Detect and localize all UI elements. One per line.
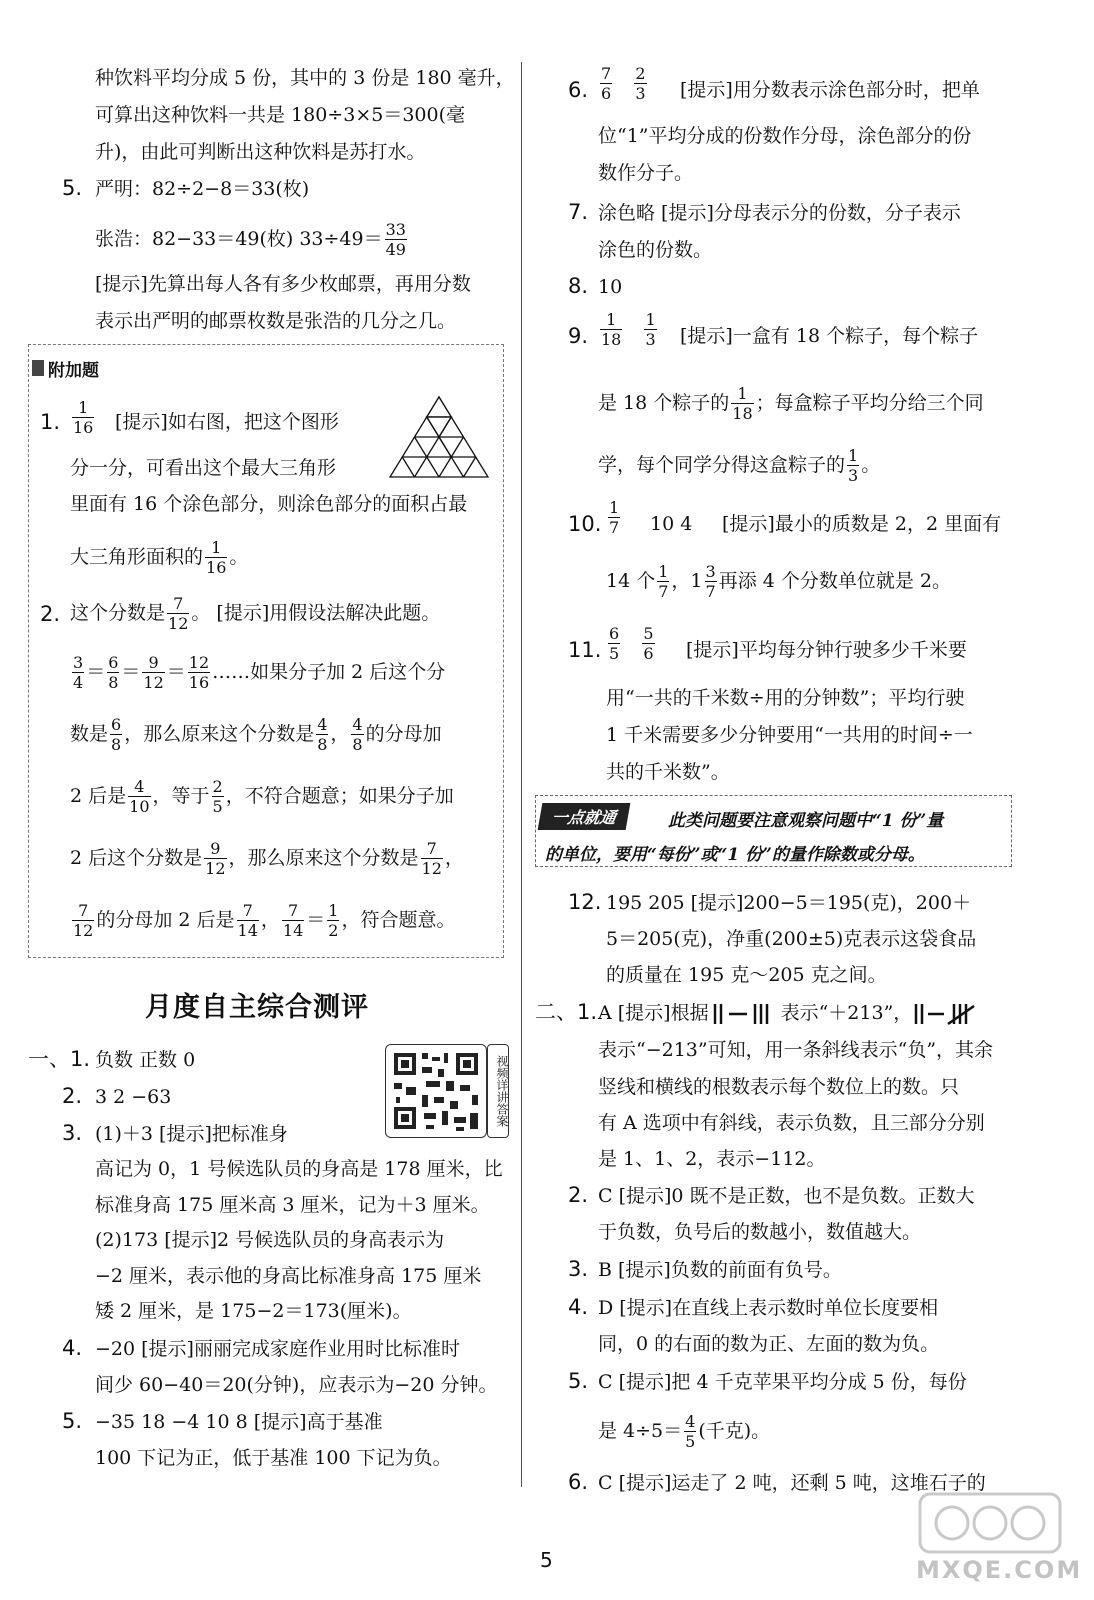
question-number: 4. <box>62 1336 83 1360</box>
text-line: 3 2 −63 <box>95 1086 172 1108</box>
question-number: 6. <box>568 78 589 102</box>
text-line: [提示]用分数表示涂色部分时，把单 <box>680 79 980 101</box>
text-line: 这个分数是 $\frac{7}{12}$ 。 [提示]用假设法解决此题。 <box>70 594 441 633</box>
text-line: C [提示]把 4 千克苹果平均分成 5 份，每份 <box>598 1371 967 1393</box>
question-number: 一、1. <box>28 1047 91 1071</box>
text-line: 1 千米需要多少分钟要用“一共用的时间÷一 <box>606 724 973 746</box>
text-line: C [提示]运走了 2 吨，还剩 5 吨，这堆石子的 <box>598 1472 986 1494</box>
fraction: $\frac{1}{16}$ <box>206 538 227 577</box>
text-line: 间少 60−40＝20(分钟)，应表示为−20 分钟。 <box>95 1374 498 1396</box>
text-line: 同，0 的右面的数为正、左面的数为负。 <box>598 1333 940 1355</box>
text-line: 有 A 选项中有斜线，表示负数，且三部分分别 <box>598 1112 985 1134</box>
question-number: 3. <box>62 1121 83 1145</box>
text-line: (2)173 [提示]2 号候选队员的身高表示为 <box>95 1229 445 1251</box>
extra-title: 附加题 <box>48 361 99 381</box>
fraction-answer: $\frac{1}{7}$ <box>609 498 620 537</box>
text-line: 高记为 0，1 号候选队员的身高是 178 厘米，比 <box>95 1158 503 1180</box>
rod-numeral-plus-213 <box>709 1002 781 1026</box>
text-line: 涂色略 [提示]分母表示分的份数，分子表示 <box>598 202 961 224</box>
text-line: 是 4÷5＝ $\frac{4}{5}$ (千克)。 <box>598 1412 771 1451</box>
fraction-answer <box>70 400 96 436</box>
text-line: −35 18 −4 10 8 [提示]高于基准 <box>95 1411 383 1433</box>
question-number: 1. <box>40 410 61 434</box>
text-line: 100 下记为正，低于基准 100 下记为负。 <box>95 1447 452 1469</box>
text-line: 张浩：82−33＝49(枚) 33÷49＝ $\frac{33}{49}$ <box>95 220 406 259</box>
question-number: 9. <box>568 324 589 348</box>
text-line: 严明：82÷2−8＝33(枚) <box>95 178 310 200</box>
fraction: $\frac{33}{49}$ <box>385 220 406 259</box>
text-line: 用“一共的千米数÷用的分钟数”；平均行驶 <box>606 687 965 709</box>
question-number: 2. <box>62 1084 83 1108</box>
question-number: 5. <box>62 176 83 200</box>
watermark-logo <box>900 1490 1083 1590</box>
text-line: 种饮料平均分成 5 份，其中的 3 份是 180 毫升， <box>95 67 515 89</box>
text-line: [提示]先算出每人各有多少枚邮票，再用分数 <box>95 273 471 295</box>
question-number: 2. <box>568 1183 589 1207</box>
text-line: 是 1、1、2，表示−112。 <box>598 1148 826 1170</box>
question-number: 3. <box>568 1257 589 1281</box>
qr-code-icon <box>386 1045 486 1137</box>
text-line: $\frac{7}{12}$ 的分母加 2 后是 $\frac{7}{14}$ ， $\frac{7}{14}$ ＝ $\frac{1}{2}$ ，符合题意。 <box>73 901 456 940</box>
fraction-answer: $\frac{7}{6}$ $\frac{2}{3}$ <box>601 64 646 103</box>
text-line: $\frac{3}{4}$ ＝ $\frac{6}{8}$ ＝ $\frac{9}{12}$ ＝ $\frac{12}{16}$ ……如果分子加 2 后这个分 <box>73 653 446 692</box>
question-number: 4. <box>568 1295 589 1319</box>
question-number: 11. <box>568 638 602 662</box>
text-line: 10 <box>598 276 623 298</box>
text-line: [提示]最小的质数是 2，2 里面有 <box>722 513 1002 535</box>
text-line: 14 个 $\frac{1}{7}$ ，1 $\frac{3}{7}$ 再添 4 个分数单位就是 2。 <box>606 562 951 601</box>
qr-code[interactable] <box>385 1044 487 1138</box>
text-line: D [提示]在直线上表示数时单位长度要相 <box>598 1297 939 1319</box>
text-line: 数是 $\frac{6}{8}$ ，那么原来这个分数是 $\frac{4}{8}$ ， $\frac{4}{8}$ 的分母加 <box>70 715 442 754</box>
text-line: 的质量在 195 克～205 克之间。 <box>606 964 887 986</box>
text-line: 分一分，可看出这个最大三角形 <box>70 457 337 479</box>
fraction-answer: $\frac{1}{18}$ $\frac{1}{3}$ <box>601 310 656 349</box>
question-number: 5. <box>62 1409 83 1433</box>
text-line: 竖线和横线的根数表示每个数位上的数。只 <box>598 1076 960 1098</box>
column-divider <box>521 62 522 1487</box>
question-number: 二、1. <box>535 1000 598 1024</box>
text-line: 升)，由此可判断出这种饮料是苏打水。 <box>95 141 426 163</box>
text-line: (1)＋3 [提示]把标准身 <box>95 1123 288 1145</box>
text-line: 共的千米数”。 <box>606 761 730 783</box>
tip-badge: 一点就通 <box>538 803 631 830</box>
question-number: 2. <box>40 602 61 626</box>
text-line: 涂色的份数。 <box>598 239 713 261</box>
text-line: B [提示]负数的前面有负号。 <box>598 1259 842 1281</box>
question-number: 6. <box>568 1470 589 1494</box>
text-line: 是 18 个粽子的 $\frac{1}{18}$ ；每盒粽子平均分给三个同 <box>598 384 984 423</box>
text-line: 矮 2 厘米，是 175−2＝173(厘米)。 <box>95 1300 412 1322</box>
qr-label: 视频详讲答案 <box>487 1044 509 1138</box>
text-line: −2 厘米，表示他的身高比标准身高 175 厘米 <box>95 1265 482 1287</box>
text-line: [提示]一盒有 18 个粽子，每个粽子 <box>680 325 979 347</box>
fraction: $\frac{1}{16}$ <box>73 398 94 437</box>
text-line: 可算出这种饮料一共是 180÷3×5＝300(毫 <box>95 104 465 126</box>
tip-line: 的单位，要用“每份”或“1 份”的量作除数或分母。 <box>545 845 925 865</box>
text-line: C [提示]0 既不是正数，也不是负数。正数大 <box>598 1185 975 1207</box>
text-line: 负数 正数 0 <box>95 1049 196 1071</box>
fraction: $\frac{7}{12}$ <box>168 594 189 633</box>
text-line: 学，每个同学分得这盒粽子的 $\frac{1}{3}$ 。 <box>598 446 881 485</box>
bookmark-icon <box>32 360 44 376</box>
text-line: A [提示]根据 表示“＋213”， <box>598 1001 982 1026</box>
text-line: 数作分子。 <box>598 162 694 184</box>
text-line: −20 [提示]丽丽完成家庭作业用时比标准时 <box>95 1338 460 1360</box>
question-number: 10. <box>568 512 602 536</box>
text-line: 标准身高 175 厘米高 3 厘米，记为＋3 厘米。 <box>95 1194 490 1216</box>
page-number: 5 <box>540 1548 553 1572</box>
text-line: 里面有 16 个涂色部分，则涂色部分的面积占最 <box>70 493 468 515</box>
text-line: 于负数，负号后的数越小，数值越大。 <box>598 1221 922 1243</box>
text-line: [提示]平均每分钟行驶多少千米要 <box>686 639 967 661</box>
text-line: [提示]如右图，把这个图形 <box>115 411 339 433</box>
text-line: 5＝205(克)，净重(200±5)克表示这袋食品 <box>606 928 977 950</box>
fraction-answer: $\frac{6}{5}$ $\frac{5}{6}$ <box>609 624 654 663</box>
rod-numeral-minus-213 <box>912 1002 982 1026</box>
question-number: 5. <box>568 1369 589 1393</box>
question-number: 8. <box>568 274 589 298</box>
text-line: 2 后是 $\frac{4}{10}$ ，等于 $\frac{2}{5}$ ，不符合题意；如果分子加 <box>70 777 454 816</box>
text-line: 表示出严明的邮票枚数是张浩的几分之几。 <box>95 310 457 332</box>
text-line: 大三角形面积的 $\frac{1}{16}$ 。 <box>70 538 249 577</box>
text-line: 10 4 <box>650 513 693 535</box>
question-number: 7. <box>568 200 589 224</box>
text-line: 2 后这个分数是 $\frac{9}{12}$ ，那么原来这个分数是 $\frac{7}{12}$ ， <box>70 839 464 878</box>
watermark-text: MXQE.COM <box>916 1556 1083 1584</box>
question-number: 12. <box>568 890 602 914</box>
text-line: 195 205 [提示]200−5＝195(克)，200＋ <box>606 892 972 914</box>
triangle-figure <box>388 395 490 479</box>
tip-line: 此类问题要注意观察问题中“1 份”量 <box>668 811 944 831</box>
text-line: 位“1”平均分成的份数作分母，涂色部分的份 <box>598 125 972 147</box>
section-title: 月度自主综合测评 <box>145 992 369 1023</box>
text-line: 表示“−213”可知，用一条斜线表示“负”，其余 <box>598 1039 994 1061</box>
